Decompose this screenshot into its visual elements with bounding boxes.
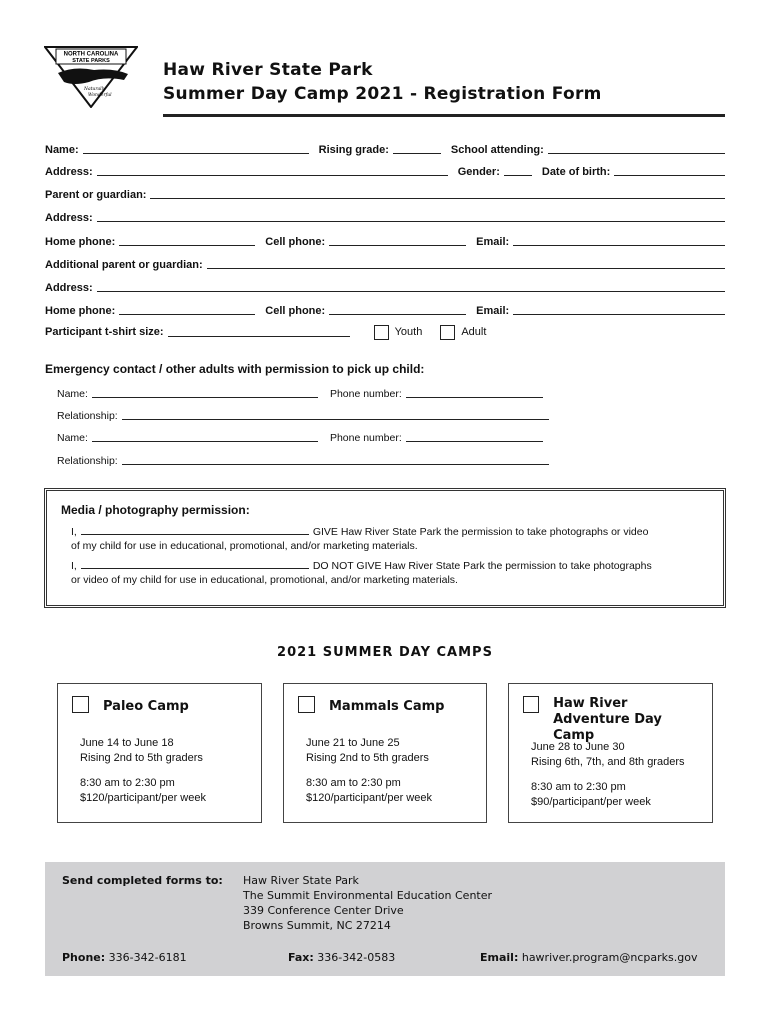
emergency-relationship-field[interactable]	[122, 419, 549, 420]
phone-label: Phone:	[62, 951, 106, 964]
fax-number: 336-342-0583	[317, 951, 396, 964]
cell-phone-2-field[interactable]	[329, 314, 466, 315]
camp-price: $90/participant/per week	[531, 796, 651, 808]
media-deny-text: DO NOT GIVE Haw River State Park the permission to take photographs	[312, 560, 652, 572]
tshirt-label: Participant t-shirt size:	[45, 326, 164, 338]
fax-label: Fax:	[288, 951, 314, 964]
emergency-title: Emergency contact / other adults with permission to pick up child:	[45, 362, 425, 376]
media-give-i: I,	[71, 526, 77, 538]
email-2-field[interactable]	[513, 314, 725, 315]
address-line: Browns Summit, NC 27214	[243, 919, 391, 932]
gender-field[interactable]	[504, 175, 532, 176]
adult-label: Adult	[461, 326, 487, 338]
media-permission-box	[44, 488, 726, 608]
form-row-name	[45, 140, 725, 156]
camp-card-paleo	[57, 683, 262, 823]
media-deny-name-field[interactable]	[81, 559, 309, 569]
school-field[interactable]	[548, 153, 725, 154]
gender-label: Gender:	[457, 166, 500, 178]
name-field[interactable]	[83, 153, 309, 154]
emergency-row-4	[57, 451, 549, 467]
camp-dates: June 14 to June 18	[80, 737, 174, 749]
form-row-parent	[45, 185, 725, 201]
title-line-2: Summer Day Camp 2021 - Registration Form	[163, 84, 602, 104]
home-phone-label: Home phone:	[45, 236, 116, 248]
cell-phone-2-label: Cell phone:	[265, 305, 326, 317]
camps-title: 2021 SUMMER DAY CAMPS	[277, 645, 493, 660]
address-label: Address:	[45, 166, 93, 178]
emergency-relationship-2-label: Relationship:	[57, 455, 118, 467]
emergency-relationship-2-field[interactable]	[122, 464, 549, 465]
title-line-1: Haw River State Park	[163, 60, 373, 80]
page-title	[163, 58, 602, 106]
media-give-paragraph	[71, 525, 709, 553]
phone-number: 336-342-6181	[108, 951, 187, 964]
home-phone-field[interactable]	[119, 245, 255, 246]
camp-time: 8:30 am to 2:30 pm	[306, 777, 401, 789]
emergency-phone-label: Phone number:	[329, 388, 402, 400]
tshirt-field[interactable]	[168, 336, 350, 337]
media-deny-i: I,	[71, 560, 77, 572]
mammals-camp-checkbox[interactable]	[298, 696, 315, 713]
camp-name-1: Haw River	[553, 696, 628, 711]
camp-time: 8:30 am to 2:30 pm	[80, 777, 175, 789]
address-3-label: Address:	[45, 282, 93, 294]
logo-tagline-1: Naturally	[84, 87, 106, 92]
parent-field[interactable]	[150, 198, 725, 199]
adventure-camp-checkbox[interactable]	[523, 696, 539, 713]
rising-grade-field[interactable]	[393, 153, 441, 154]
address-2-label: Address:	[45, 212, 93, 224]
emergency-row-2	[57, 406, 549, 422]
camp-dates: June 28 to June 30	[531, 741, 625, 753]
media-title: Media / photography permission:	[61, 503, 250, 517]
youth-label: Youth	[394, 326, 423, 338]
header-rule	[163, 114, 725, 117]
additional-parent-field[interactable]	[207, 268, 725, 269]
youth-checkbox[interactable]	[374, 325, 389, 340]
emergency-name-2-label: Name:	[57, 432, 88, 444]
send-forms-label: Send completed forms to:	[62, 874, 223, 887]
dob-label: Date of birth:	[541, 166, 611, 178]
emergency-name-label: Name:	[57, 388, 88, 400]
media-deny-text-2: or video of my child for use in educational, promotional, and/or marketing materials.	[71, 574, 458, 586]
logo-tagline-2: Wonderful	[88, 93, 112, 98]
mailing-address	[243, 873, 492, 933]
cell-phone-field[interactable]	[329, 245, 466, 246]
address-field[interactable]	[97, 175, 448, 176]
phone-info	[62, 950, 187, 965]
additional-parent-label: Additional parent or guardian:	[45, 259, 203, 271]
media-give-text: GIVE Haw River State Park the permission to take photographs or video	[312, 526, 649, 538]
emergency-name-field[interactable]	[92, 397, 318, 398]
paleo-camp-checkbox[interactable]	[72, 696, 89, 713]
address-line: Haw River State Park	[243, 874, 359, 887]
adult-checkbox[interactable]	[440, 325, 455, 340]
address-2-field[interactable]	[97, 221, 725, 222]
emergency-phone-2-field[interactable]	[406, 441, 543, 442]
emergency-phone-2-label: Phone number:	[329, 432, 402, 444]
form-row-phones	[45, 232, 725, 248]
parent-label: Parent or guardian:	[45, 189, 147, 201]
email-2-label: Email:	[476, 305, 510, 317]
form-row-address	[45, 162, 725, 178]
email-address[interactable]: hawriver.program@ncparks.gov	[521, 951, 698, 964]
email-info	[480, 950, 697, 965]
nc-state-parks-logo	[44, 46, 138, 108]
logo-text-bottom: STATE PARKS	[72, 58, 110, 64]
media-give-name-field[interactable]	[81, 525, 309, 535]
email-label: Email:	[476, 236, 510, 248]
emergency-row-3	[57, 428, 543, 444]
camp-grades: Rising 2nd to 5th graders	[80, 752, 203, 764]
emergency-row-1	[57, 384, 543, 400]
form-row-address-3	[45, 278, 725, 294]
email-contact-label: Email:	[480, 951, 519, 964]
fax-info	[288, 950, 395, 965]
dob-field[interactable]	[614, 175, 725, 176]
camp-grades: Rising 6th, 7th, and 8th graders	[531, 756, 685, 768]
emergency-relationship-label: Relationship:	[57, 410, 118, 422]
camp-card-adventure	[508, 683, 713, 823]
form-row-additional-parent	[45, 255, 725, 271]
camp-price: $120/participant/per week	[80, 792, 206, 804]
home-phone-2-label: Home phone:	[45, 305, 116, 317]
form-row-phones-2	[45, 301, 725, 317]
home-phone-2-field[interactable]	[119, 314, 255, 315]
camp-card-mammals	[283, 683, 487, 823]
camp-name: Paleo Camp	[103, 699, 189, 714]
media-give-text-2: of my child for use in educational, promotional, and/or marketing materials.	[71, 540, 418, 552]
camp-price: $120/participant/per week	[306, 792, 432, 804]
school-label: School attending:	[450, 144, 544, 156]
camp-name: Mammals Camp	[329, 699, 445, 714]
name-label: Name:	[45, 144, 79, 156]
camp-time: 8:30 am to 2:30 pm	[531, 781, 626, 793]
form-row-tshirt	[45, 324, 725, 340]
media-deny-paragraph	[71, 559, 709, 587]
camp-dates: June 21 to June 25	[306, 737, 400, 749]
address-line: The Summit Environmental Education Center	[243, 889, 493, 902]
form-row-address-2	[45, 208, 725, 224]
camp-name-2: Adventure Day Camp	[553, 712, 662, 743]
emergency-name-2-field[interactable]	[92, 441, 318, 442]
logo-text-top: NORTH CAROLINA	[63, 51, 119, 58]
camp-grades: Rising 2nd to 5th graders	[306, 752, 429, 764]
address-3-field[interactable]	[97, 291, 725, 292]
emergency-phone-field[interactable]	[406, 397, 543, 398]
rising-grade-label: Rising grade:	[318, 144, 389, 156]
address-line: 339 Conference Center Drive	[243, 904, 404, 917]
footer-contact-panel	[45, 862, 725, 976]
email-field[interactable]	[513, 245, 725, 246]
cell-phone-label: Cell phone:	[265, 236, 326, 248]
